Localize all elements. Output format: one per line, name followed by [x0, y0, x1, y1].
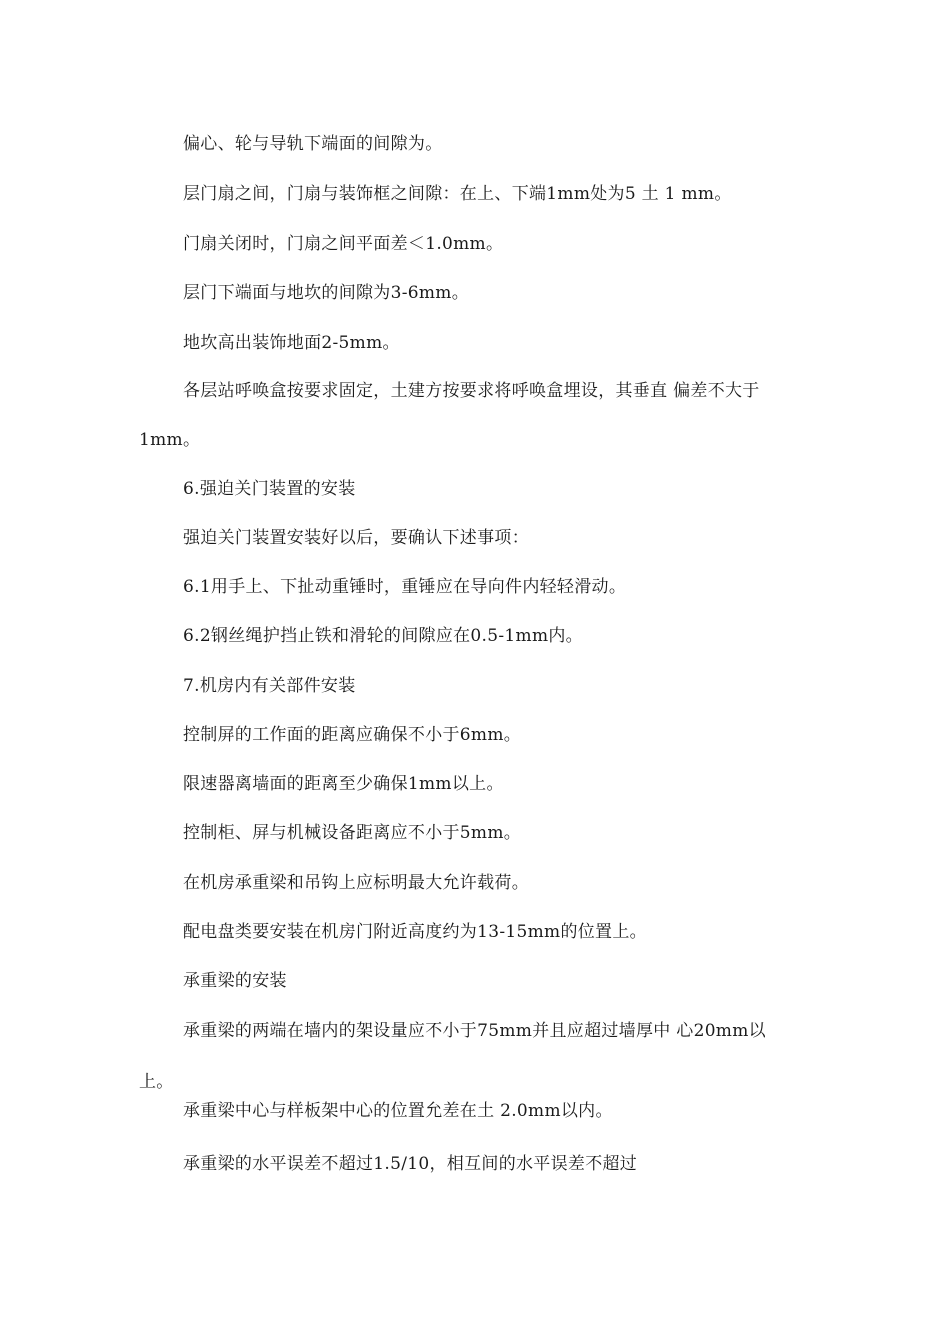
paragraph-continuation: 上。 [139, 1072, 174, 1092]
paragraph: 配电盘类要安装在机房门附近高度约为13-15mm的位置上。 [183, 922, 647, 942]
paragraph: 强迫关门装置安装好以后，要确认下述事项： [183, 528, 529, 548]
paragraph: 地坎高出装饰地面2-5mm。 [183, 333, 400, 353]
paragraph-continuation: 1mm。 [139, 430, 201, 450]
paragraph: 承重梁中心与样板架中心的位置允差在土 2.0mm以内。 [183, 1101, 613, 1121]
paragraph: 承重梁的两端在墙内的架设量应不小于75mm并且应超过墙厚中 心20mm以 [183, 1021, 766, 1041]
list-item: 6.2钢丝绳护挡止铁和滑轮的间隙应在0.5-1mm内。 [183, 626, 583, 646]
paragraph: 门扇关闭时，门扇之间平面差＜1.0mm。 [183, 234, 504, 254]
section-heading: 7.机房内有关部件安装 [183, 676, 356, 696]
paragraph: 控制屏的工作面的距离应确保不小于6mm。 [183, 725, 522, 745]
paragraph: 控制柜、屏与机械设备距离应不小于5mm。 [183, 823, 522, 843]
paragraph: 层门下端面与地坎的间隙为3-6mm。 [183, 283, 470, 303]
section-heading: 承重梁的安装 [183, 971, 287, 991]
paragraph: 各层站呼唤盒按要求固定，土建方按要求将呼唤盒埋设，其垂直 偏差不大于 [183, 381, 760, 401]
paragraph: 偏心、轮与导轨下端面的间隙为。 [183, 134, 443, 154]
section-heading: 6.强迫关门装置的安装 [183, 479, 356, 499]
list-item: 6.1用手上、下扯动重锤时，重锤应在导向件内轻轻滑动。 [183, 577, 627, 597]
paragraph: 限速器离墙面的距离至少确保1mm以上。 [183, 774, 504, 794]
paragraph: 承重梁的水平误差不超过1.5/10，相互间的水平误差不超过 [183, 1154, 638, 1174]
paragraph: 层门扇之间，门扇与装饰框之间隙：在上、下端1mm处为5 土 1 mm。 [183, 184, 732, 204]
paragraph: 在机房承重梁和吊钩上应标明最大允许载荷。 [183, 873, 529, 893]
